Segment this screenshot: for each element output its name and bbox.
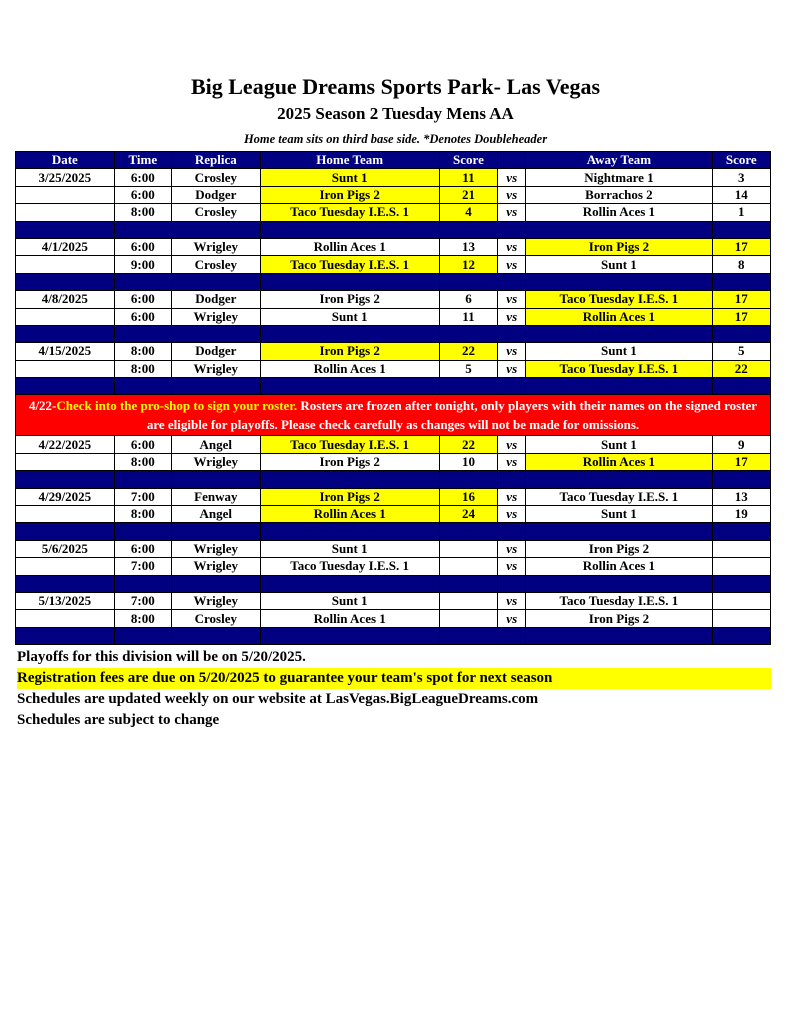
home-score: 10 [439, 453, 497, 470]
vs-label: vs [498, 488, 526, 505]
separator-cell [114, 627, 171, 644]
game-date: 4/8/2025 [16, 291, 115, 308]
separator-cell [712, 273, 770, 290]
away-team: Taco Tuesday I.E.S. 1 [526, 291, 712, 308]
week-separator-row [16, 378, 771, 395]
home-team: Taco Tuesday I.E.S. 1 [260, 558, 439, 575]
home-score: 24 [439, 506, 497, 523]
home-team: Taco Tuesday I.E.S. 1 [260, 256, 439, 273]
separator-cell [114, 523, 171, 540]
vs-label: vs [498, 436, 526, 453]
away-team: Taco Tuesday I.E.S. 1 [526, 488, 712, 505]
home-score: 21 [439, 186, 497, 203]
schedule-table [15, 151, 771, 645]
game-field: Crosley [172, 256, 261, 273]
separator-cell [260, 378, 439, 395]
separator-cell [260, 471, 439, 488]
vs-label: vs [498, 610, 526, 627]
game-field: Wrigley [172, 558, 261, 575]
home-score: 22 [439, 343, 497, 360]
separator-cell [16, 273, 115, 290]
week-separator-row [16, 273, 771, 290]
game-date [16, 186, 115, 203]
away-team: Iron Pigs 2 [526, 610, 712, 627]
game-row [16, 592, 771, 609]
vs-label: vs [498, 592, 526, 609]
home-team-note: Home team sits on third base side. *Denotes Doubleheader [243, 132, 548, 146]
away-score: 3 [712, 169, 770, 186]
separator-cell [526, 471, 712, 488]
away-score: 17 [712, 238, 770, 255]
game-time: 8:00 [114, 360, 171, 377]
registration-note: Registration fees are due on 5/20/2025 to guarantee your team's spot for next season [17, 668, 771, 689]
away-team: Taco Tuesday I.E.S. 1 [526, 360, 712, 377]
game-time: 8:00 [114, 453, 171, 470]
game-field: Crosley [172, 169, 261, 186]
separator-cell [439, 627, 497, 644]
away-team: Sunt 1 [526, 256, 712, 273]
game-time: 7:00 [114, 488, 171, 505]
separator-cell [712, 523, 770, 540]
away-score: 5 [712, 343, 770, 360]
away-score: 17 [712, 308, 770, 325]
game-date: 4/29/2025 [16, 488, 115, 505]
game-date [16, 506, 115, 523]
game-field: Angel [172, 506, 261, 523]
notice-date: 4/22- [28, 398, 57, 414]
home-score [439, 558, 497, 575]
col-header-date: Date [16, 152, 115, 169]
home-score: 4 [439, 204, 497, 221]
vs-label: vs [498, 256, 526, 273]
week-separator-row [16, 575, 771, 592]
separator-cell [526, 273, 712, 290]
away-score [712, 592, 770, 609]
game-row [16, 610, 771, 627]
away-team: Taco Tuesday I.E.S. 1 [526, 592, 712, 609]
home-team: Sunt 1 [260, 169, 439, 186]
game-field: Wrigley [172, 453, 261, 470]
away-team: Nightmare 1 [526, 169, 712, 186]
separator-cell [526, 523, 712, 540]
game-date [16, 360, 115, 377]
separator-cell [498, 471, 526, 488]
roster-notice-row [16, 395, 771, 436]
col-header-home-team: Home Team [260, 152, 439, 169]
away-team: Borrachos 2 [526, 186, 712, 203]
game-date [16, 558, 115, 575]
home-team: Rollin Aces 1 [260, 610, 439, 627]
vs-label: vs [498, 291, 526, 308]
away-team: Sunt 1 [526, 506, 712, 523]
page-subtitle: 2025 Season 2 Tuesday Mens AA [277, 104, 514, 123]
vs-label: vs [498, 453, 526, 470]
separator-cell [114, 378, 171, 395]
away-team: Rollin Aces 1 [526, 558, 712, 575]
game-row [16, 256, 771, 273]
away-score: 19 [712, 506, 770, 523]
separator-cell [498, 523, 526, 540]
game-date: 4/22/2025 [16, 436, 115, 453]
separator-cell [439, 273, 497, 290]
game-date [16, 204, 115, 221]
home-team: Rollin Aces 1 [260, 360, 439, 377]
playoffs-note: Playoffs for this division will be on 5/20/2025. [17, 649, 306, 665]
game-row [16, 488, 771, 505]
week-separator-row [16, 523, 771, 540]
week-separator-row [16, 325, 771, 342]
away-team: Sunt 1 [526, 436, 712, 453]
game-row [16, 360, 771, 377]
vs-label: vs [498, 204, 526, 221]
separator-cell [526, 575, 712, 592]
separator-cell [16, 378, 115, 395]
separator-cell [114, 471, 171, 488]
game-date: 3/25/2025 [16, 169, 115, 186]
table-header-row [16, 152, 771, 169]
separator-cell [172, 221, 261, 238]
separator-cell [114, 575, 171, 592]
game-time: 9:00 [114, 256, 171, 273]
vs-label: vs [498, 308, 526, 325]
home-score: 11 [439, 308, 497, 325]
away-score [712, 558, 770, 575]
vs-label: vs [498, 506, 526, 523]
vs-label: vs [498, 360, 526, 377]
home-team: Sunt 1 [260, 592, 439, 609]
col-header-away-score: Score [712, 152, 770, 169]
separator-cell [172, 523, 261, 540]
game-time: 6:00 [114, 291, 171, 308]
away-team: Rollin Aces 1 [526, 204, 712, 221]
home-team: Iron Pigs 2 [260, 291, 439, 308]
separator-cell [172, 471, 261, 488]
game-field: Dodger [172, 291, 261, 308]
vs-label: vs [498, 558, 526, 575]
game-field: Crosley [172, 610, 261, 627]
col-header-replica: Replica [172, 152, 261, 169]
game-field: Wrigley [172, 238, 261, 255]
separator-cell [439, 575, 497, 592]
separator-cell [498, 378, 526, 395]
separator-cell [260, 523, 439, 540]
home-score: 16 [439, 488, 497, 505]
game-row [16, 204, 771, 221]
separator-cell [114, 273, 171, 290]
notice-detail: Rosters are frozen after tonight, only players with their names on the signed roster are eligible for playoffs. Please check carefully as changes will not be made for omissions. [146, 398, 758, 433]
col-header-vs [498, 152, 526, 169]
separator-cell [439, 325, 497, 342]
home-team: Rollin Aces 1 [260, 238, 439, 255]
website-note: Schedules are updated weekly on our website at LasVegas.BigLeagueDreams.com [17, 691, 539, 707]
game-row [16, 308, 771, 325]
separator-cell [172, 273, 261, 290]
game-field: Crosley [172, 204, 261, 221]
game-row [16, 186, 771, 203]
separator-cell [16, 471, 115, 488]
separator-cell [439, 471, 497, 488]
vs-label: vs [498, 169, 526, 186]
separator-cell [114, 325, 171, 342]
game-time: 7:00 [114, 558, 171, 575]
separator-cell [16, 575, 115, 592]
page-title: Big League Dreams Sports Park- Las Vegas [190, 74, 601, 99]
home-score [439, 540, 497, 557]
home-score: 11 [439, 169, 497, 186]
separator-cell [439, 523, 497, 540]
game-row [16, 343, 771, 360]
game-field: Wrigley [172, 360, 261, 377]
vs-label: vs [498, 186, 526, 203]
separator-cell [712, 471, 770, 488]
game-field: Dodger [172, 343, 261, 360]
game-time: 6:00 [114, 436, 171, 453]
separator-cell [498, 575, 526, 592]
away-score: 22 [712, 360, 770, 377]
separator-cell [114, 221, 171, 238]
game-date: 4/15/2025 [16, 343, 115, 360]
away-score [712, 610, 770, 627]
home-score: 5 [439, 360, 497, 377]
separator-cell [498, 273, 526, 290]
away-score: 13 [712, 488, 770, 505]
separator-cell [712, 627, 770, 644]
game-time: 8:00 [114, 506, 171, 523]
game-row [16, 540, 771, 557]
separator-cell [498, 325, 526, 342]
game-date: 5/6/2025 [16, 540, 115, 557]
game-row [16, 506, 771, 523]
home-team: Taco Tuesday I.E.S. 1 [260, 204, 439, 221]
separator-cell [16, 523, 115, 540]
vs-label: vs [498, 343, 526, 360]
game-field: Angel [172, 436, 261, 453]
game-date [16, 453, 115, 470]
separator-cell [260, 221, 439, 238]
game-time: 8:00 [114, 610, 171, 627]
separator-cell [16, 221, 115, 238]
game-time: 6:00 [114, 540, 171, 557]
game-field: Wrigley [172, 592, 261, 609]
away-team: Iron Pigs 2 [526, 238, 712, 255]
game-date: 4/1/2025 [16, 238, 115, 255]
game-date [16, 256, 115, 273]
home-team: Iron Pigs 2 [260, 186, 439, 203]
week-separator-row [16, 471, 771, 488]
separator-cell [498, 627, 526, 644]
separator-cell [526, 627, 712, 644]
separator-cell [526, 378, 712, 395]
col-header-home-score: Score [439, 152, 497, 169]
col-header-away-team: Away Team [526, 152, 712, 169]
home-team: Iron Pigs 2 [260, 343, 439, 360]
game-date: 5/13/2025 [16, 592, 115, 609]
game-row [16, 169, 771, 186]
away-score: 17 [712, 453, 770, 470]
away-score: 1 [712, 204, 770, 221]
game-field: Wrigley [172, 540, 261, 557]
away-score [712, 540, 770, 557]
game-row [16, 558, 771, 575]
away-score: 8 [712, 256, 770, 273]
separator-cell [526, 221, 712, 238]
game-time: 6:00 [114, 238, 171, 255]
home-score [439, 610, 497, 627]
separator-cell [526, 325, 712, 342]
week-separator-row [16, 627, 771, 644]
game-row [16, 453, 771, 470]
separator-cell [172, 378, 261, 395]
away-score: 14 [712, 186, 770, 203]
game-field: Fenway [172, 488, 261, 505]
notice-instruction: Check into the pro-shop to sign your roster. [56, 398, 298, 414]
separator-cell [260, 273, 439, 290]
separator-cell [260, 627, 439, 644]
col-header-time: Time [114, 152, 171, 169]
away-team: Iron Pigs 2 [526, 540, 712, 557]
separator-cell [16, 627, 115, 644]
home-score: 6 [439, 291, 497, 308]
game-date [16, 610, 115, 627]
change-note: Schedules are subject to change [17, 712, 220, 728]
roster-notice [16, 395, 771, 436]
game-time: 8:00 [114, 204, 171, 221]
away-team: Rollin Aces 1 [526, 453, 712, 470]
home-team: Sunt 1 [260, 540, 439, 557]
home-score: 12 [439, 256, 497, 273]
separator-cell [172, 575, 261, 592]
separator-cell [172, 325, 261, 342]
separator-cell [712, 378, 770, 395]
game-date [16, 308, 115, 325]
away-score: 17 [712, 291, 770, 308]
game-time: 7:00 [114, 592, 171, 609]
home-score [439, 592, 497, 609]
away-team: Sunt 1 [526, 343, 712, 360]
separator-cell [16, 325, 115, 342]
separator-cell [498, 221, 526, 238]
separator-cell [712, 575, 770, 592]
game-time: 8:00 [114, 343, 171, 360]
game-time: 6:00 [114, 308, 171, 325]
home-team: Iron Pigs 2 [260, 453, 439, 470]
separator-cell [260, 325, 439, 342]
game-field: Wrigley [172, 308, 261, 325]
separator-cell [439, 221, 497, 238]
game-time: 6:00 [114, 169, 171, 186]
game-row [16, 291, 771, 308]
home-team: Iron Pigs 2 [260, 488, 439, 505]
schedule-body [16, 169, 771, 645]
separator-cell [712, 325, 770, 342]
separator-cell [439, 378, 497, 395]
game-field: Dodger [172, 186, 261, 203]
game-time: 6:00 [114, 186, 171, 203]
separator-cell [172, 627, 261, 644]
home-score: 13 [439, 238, 497, 255]
away-score: 9 [712, 436, 770, 453]
game-row [16, 238, 771, 255]
vs-label: vs [498, 540, 526, 557]
week-separator-row [16, 221, 771, 238]
home-score: 22 [439, 436, 497, 453]
vs-label: vs [498, 238, 526, 255]
home-team: Sunt 1 [260, 308, 439, 325]
game-row [16, 436, 771, 453]
separator-cell [712, 221, 770, 238]
away-team: Rollin Aces 1 [526, 308, 712, 325]
separator-cell [260, 575, 439, 592]
home-team: Rollin Aces 1 [260, 506, 439, 523]
home-team: Taco Tuesday I.E.S. 1 [260, 436, 439, 453]
